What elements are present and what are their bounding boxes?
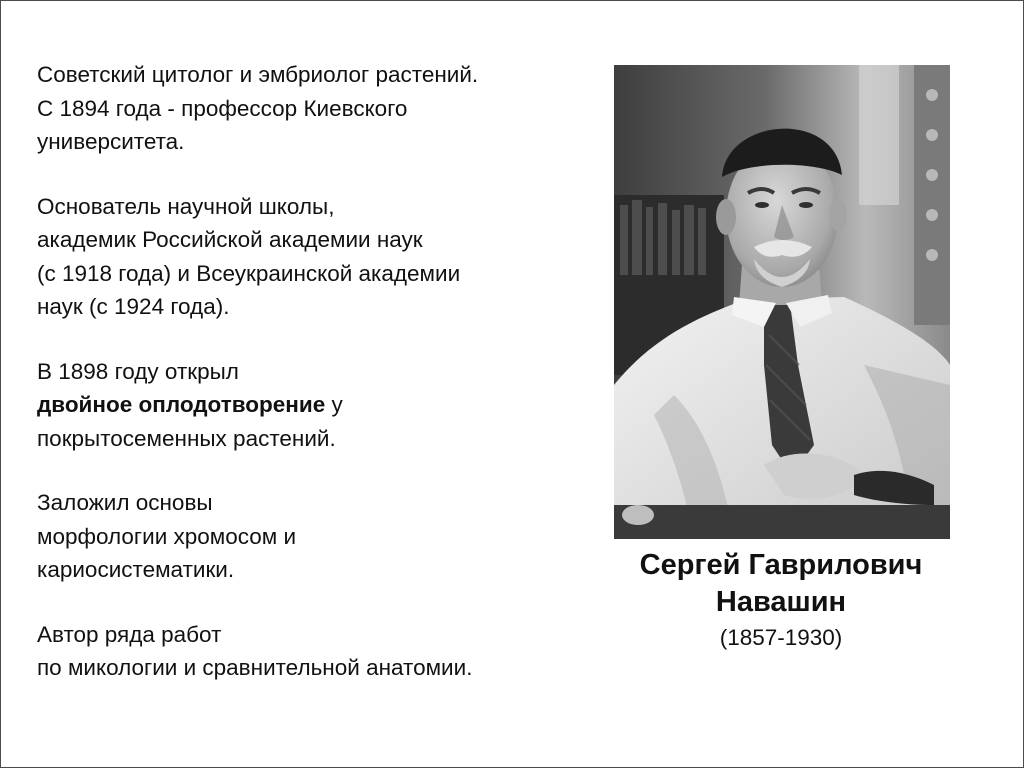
person-name-first: Сергей Гаврилович — [639, 549, 923, 581]
text-line: морфологии хромосом и — [37, 523, 297, 549]
portrait-caption — [581, 547, 981, 655]
text-line: по микологии и сравнительной анатомии. — [37, 655, 473, 680]
paragraph-academy — [37, 190, 597, 324]
paragraph-works — [37, 618, 597, 685]
paragraph-specialty — [37, 58, 597, 159]
text-line: С 1894 года - профессор Киевского — [37, 95, 408, 121]
text-line: наук (с 1924 года). — [37, 294, 230, 319]
text-line — [37, 388, 597, 422]
paragraph-discovery — [37, 355, 597, 456]
person-name-last: Навашин — [715, 586, 847, 618]
text-line: Заложил основы — [37, 490, 213, 515]
biography-text — [37, 58, 597, 685]
text-line: покрытосеменных растений. — [37, 425, 336, 451]
text-line: университета. — [37, 129, 185, 154]
text-line: академик Российской академии наук — [37, 227, 423, 252]
text-line: Советский цитолог и эмбриолог растений. — [37, 62, 479, 87]
text-fragment: у — [325, 392, 343, 417]
text-line: В 1898 году открыл — [37, 358, 239, 384]
portrait-photo — [614, 65, 950, 539]
text-line: Основатель научной школы, — [37, 193, 335, 219]
text-line: кариосистематики. — [37, 557, 235, 582]
life-years: (1857-1930) — [719, 625, 843, 650]
text-line: Автор ряда работ — [37, 621, 222, 647]
text-line: (с 1918 года) и Всеукраинской академии — [37, 260, 461, 286]
paragraph-foundations — [37, 486, 597, 587]
highlight-term: двойное оплодотворение — [37, 392, 326, 417]
